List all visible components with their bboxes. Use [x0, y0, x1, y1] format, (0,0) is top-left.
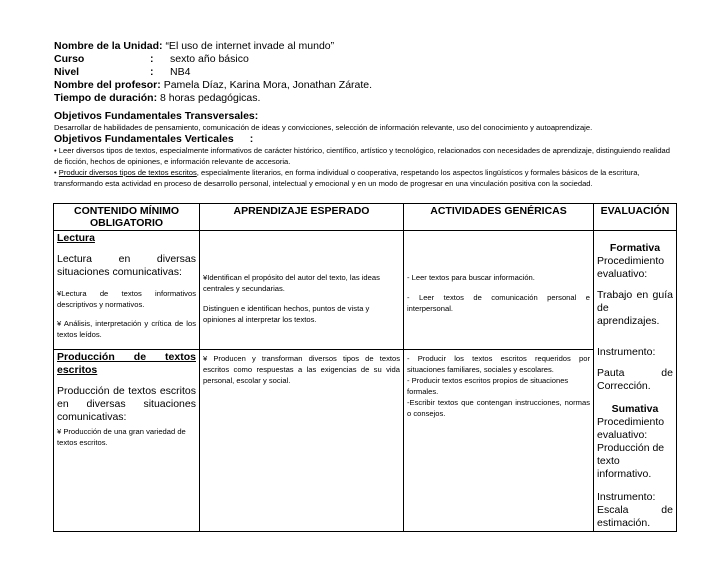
lectura-bullet-2: ¥ Análisis, interpretación y crítica de los textos leídos.: [57, 319, 196, 339]
verticales-item-2-prefix: •: [54, 168, 59, 177]
transversales-text: Desarrollar de habilidades de pensamiento, comunicación de ideas y convicciones, selección de información relevante, uso del conocimiento y autoaprendizaje.: [54, 123, 593, 132]
instrumento-2-label: Instrumento:: [597, 491, 656, 503]
cell-contenido-lectura: [54, 231, 200, 350]
profesor-line: [54, 79, 372, 92]
verticales-item-1: • Leer diversos tipos de textos, especialmente informativos de carácter histórico, científico, artístico y tecnológico, relacionados con necesidades de aprendizaje, distinguiendo realidad de ficción, hechos de opiniones, e información relevante de accesoria.: [54, 146, 670, 166]
sumativa-title: Sumativa: [611, 403, 659, 415]
verticales-item-2-rest: , especialmente literarios, en forma individual o cooperativa, respetando los aspectos lingüísticos y formales básicos de la escritura, transformando esta actividad en proceso de desarrollo personal, intelectual y emocional y en un modo de progresar en una vinculación positiva con la sociedad.: [54, 168, 640, 188]
curso-label: Curso: [54, 53, 85, 65]
verticales-colon: :: [249, 133, 254, 145]
lectura-bullet-1: ¥Lectura de textos informativos descriptivos y normativos.: [57, 289, 196, 309]
unidad-value: “El uso de internet invade al mundo”: [165, 40, 335, 52]
profesor-value: Pamela Díaz, Karina Mora, Jonathan Zárate.: [163, 79, 373, 91]
sumativa-desc: Producción de texto informativo.: [597, 442, 665, 480]
verticales-title-line: [54, 133, 674, 145]
duracion-label: Tiempo de duración:: [54, 92, 158, 104]
cell-contenido-produccion: [54, 349, 200, 531]
transversales-title: Objetivos Fundamentales Transversales:: [54, 110, 259, 122]
nivel-label: Nivel: [54, 66, 80, 78]
unidad-line: [54, 40, 334, 53]
aprendizaje-1: ¥Identifican el propósito del autor del texto, las ideas centrales y secundarias.: [203, 273, 380, 293]
instrumento-value: Pauta de Corrección.: [597, 367, 673, 392]
duracion-line: [54, 92, 260, 105]
instrumento-2-value: Escala de estimación.: [597, 504, 673, 529]
instrumento-label: Instrumento:: [597, 346, 656, 358]
table-row-produccion: [54, 349, 677, 531]
verticales-item-2-underlined: Producir diversos tipos de textos escritos: [58, 168, 197, 177]
formativa-text: Procedimiento evaluativo:: [597, 255, 665, 280]
unidad-label: Nombre de la Unidad:: [54, 40, 163, 52]
nivel-line: [54, 66, 190, 79]
produccion-text: Producción de textos escritos en diversas situaciones comunicativas:: [57, 384, 196, 423]
header-contenido: CONTENIDO MÍNIMO OBLIGATORIO: [54, 204, 200, 231]
verticales-item-2: [54, 167, 674, 189]
produccion-title: Producción de textos escritos: [57, 350, 196, 376]
aprendizaje-2: Distinguen e identifican hechos, puntos de vista y opiniones al interpretar los textos.: [203, 304, 370, 324]
table-row-lectura: [54, 231, 677, 350]
formativa-title: Formativa: [609, 242, 661, 254]
profesor-label: Nombre del profesor:: [54, 79, 161, 91]
actividad-3: - Producir los textos escritos requeridos por situaciones familiares, sociales y escolares.: [407, 353, 590, 374]
aprendizaje-3: ¥ Producen y transforman diversos tipos de textos escritos como respuestas a las exigencias de su vida personal, escolar y social.: [203, 353, 400, 385]
table-header-row: [54, 204, 677, 231]
produccion-bullet-1: ¥ Producción de una gran variedad de textos escritos.: [57, 426, 186, 447]
lectura-title: Lectura: [57, 232, 95, 244]
duracion-value: 8 horas pedagógicas.: [160, 92, 261, 104]
objetivos-section: [54, 110, 674, 189]
nivel-value: NB4: [170, 66, 191, 78]
header-evaluacion: EVALUACIÓN: [594, 204, 677, 231]
actividad-5: -Escribir textos que contengan instrucciones, normas o consejos.: [407, 397, 590, 418]
formativa-desc: Trabajo en guía de aprendizajes.: [597, 289, 673, 327]
actividad-1: - Leer textos para buscar información.: [407, 273, 535, 282]
actividad-2: - Leer textos de comunicación personal e interpersonal.: [407, 293, 590, 313]
planning-table: [53, 203, 677, 532]
cell-actividades-lectura: [404, 231, 594, 350]
header-actividades: ACTIVIDADES GENÉRICAS: [404, 204, 594, 231]
verticales-title: Objetivos Fundamentales Verticales: [54, 133, 234, 145]
header-aprendizaje: APRENDIZAJE ESPERADO: [200, 204, 404, 231]
nivel-colon: :: [150, 66, 154, 78]
curso-value: sexto año básico: [170, 53, 249, 65]
curso-colon: :: [150, 53, 154, 65]
cell-aprendizaje-produccion: [200, 349, 404, 531]
actividad-4: - Producir textos escritos propios de situaciones formales.: [407, 375, 569, 396]
curso-line: [54, 53, 249, 66]
sumativa-text: Procedimiento evaluativo:: [597, 416, 665, 441]
lectura-text: Lectura en diversas situaciones comunicativas:: [57, 253, 196, 278]
cell-aprendizaje-lectura: [200, 231, 404, 350]
cell-actividades-produccion: [404, 349, 594, 531]
cell-evaluacion: [594, 231, 677, 532]
